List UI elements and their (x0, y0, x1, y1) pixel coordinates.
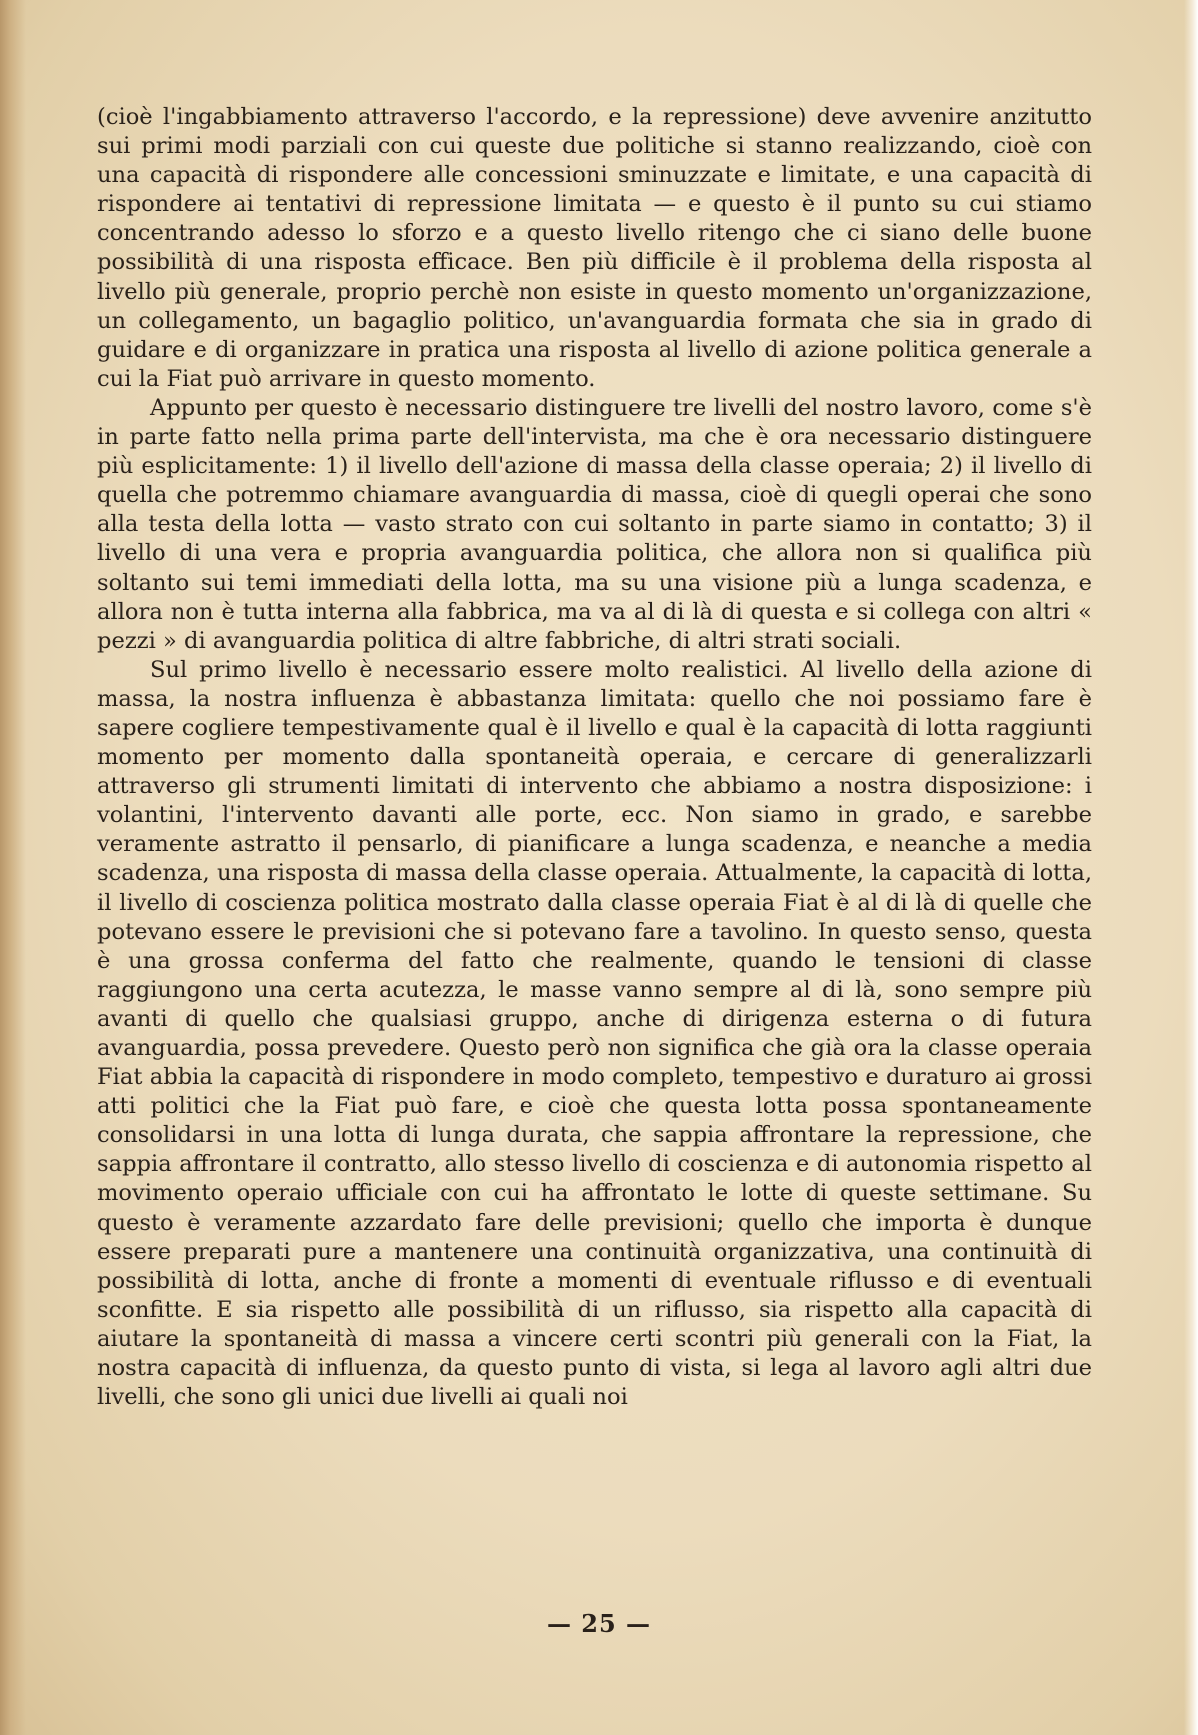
paragraph: Sul primo livello è necessario essere molto realistici. Al livello della azione di massa, la nostra influenza è abbastanza limitata: quello che noi possiamo fare è sapere cogliere tempestivamente qual è il livello e qual è la capacità di lotta raggiunti momento per momento dalla spontaneità operaia, e cercare di generalizzarli attraverso gli strumenti limitati di intervento che abbiamo a nostra disposizione: i volantini, l'intervento davanti alle porte, ecc. Non siamo in grado, e sarebbe veramente astratto il pensarlo, di pianificare a lunga scadenza, e neanche a media scadenza, una risposta di massa della classe operaia. Attualmente, la capacità di lotta, il livello di coscienza politica mostrato dalla classe operaia Fiat è al di là di quelle che potevano essere le previsioni che si potevano fare a tavolino. In questo senso, questa è una grossa conferma del fatto che realmente, quando le tensioni di classe raggiungono una certa acutezza, le masse vanno sempre al di là, sono sempre più avanti di quello che qualsiasi gruppo, anche di dirigenza esterna o di futura avanguardia, possa prevedere. Questo però non significa che già ora la classe operaia Fiat abbia la capacità di rispondere in modo completo, tempestivo e duraturo ai grossi atti politici che la Fiat può fare, e cioè che questa lotta possa spontaneamente consolidarsi in una lotta di lunga durata, che sappia affrontare la repressione, che sappia affrontare il contratto, allo stesso livello di coscienza e di autonomia rispetto al movimento operaio ufficiale con cui ha affrontato le lotte di queste settimane. Su questo è veramente azzardato fare delle previsioni; quello che importa è dunque essere preparati pure a mantenere una continuità organizzativa, una continuità di possibilità di lotta, anche di fronte a momenti di eventuale riflusso e di eventuali sconfitte. E sia rispetto alle possibilità di un riflusso, sia rispetto alla capacità di aiutare la spontaneità di massa a vincere certi scontri più generali con la Fiat, la nostra capacità di influenza, da questo punto di vista, si lega al lavoro agli altri due livelli, che sono gli unici due livelli ai quali noi (97, 656, 1092, 1411)
paragraph: Appunto per questo è necessario distinguere tre livelli del nostro lavoro, come s'è in parte fatto nella prima parte dell'intervista, ma che è ora necessario distinguere più esplicitamente: 1) il livello dell'azione di massa della classe operaia; 2) il livello di quella che potremmo chiamare avanguardia di massa, cioè di quegli operai che sono alla testa della lotta — vasto strato con cui soltanto in parte siamo in contatto; 3) il livello di una vera e propria avanguardia politica, che allora non si qualifica più soltanto sui temi immediati della lotta, ma su una visione più a lunga scadenza, e allora non è tutta interna alla fabbrica, ma va al di là di questa e si collega con altri « pezzi » di avanguardia politica di altre fabbriche, di altri strati sociali. (97, 394, 1092, 654)
page-number: — 25 — (546, 1609, 652, 1638)
body-text (97, 103, 1092, 1412)
page-right-edge (1184, 0, 1198, 1735)
paragraph: (cioè l'ingabbiamento attraverso l'accordo, e la repressione) deve avvenire anzitutto sui primi modi parziali con cui queste due politiche si stanno realizzando, cioè con una capacità di rispondere alle concessioni sminuzzate e limitate, e una capacità di rispondere ai tentativi di repressione limitata — e questo è il punto su cui stiamo concentrando adesso lo sforzo e a questo livello ritengo che ci siano delle buone possibilità di una risposta efficace. Ben più difficile è il problema della risposta al livello più generale, proprio perchè non esiste in questo momento un'organizzazione, un collegamento, un bagaglio politico, un'avanguardia formata che sia in grado di guidare e di organizzare in pratica una risposta al livello di azione politica generale a cui la Fiat può arrivare in questo momento. (97, 104, 1092, 392)
page-binding-edge (0, 0, 26, 1735)
